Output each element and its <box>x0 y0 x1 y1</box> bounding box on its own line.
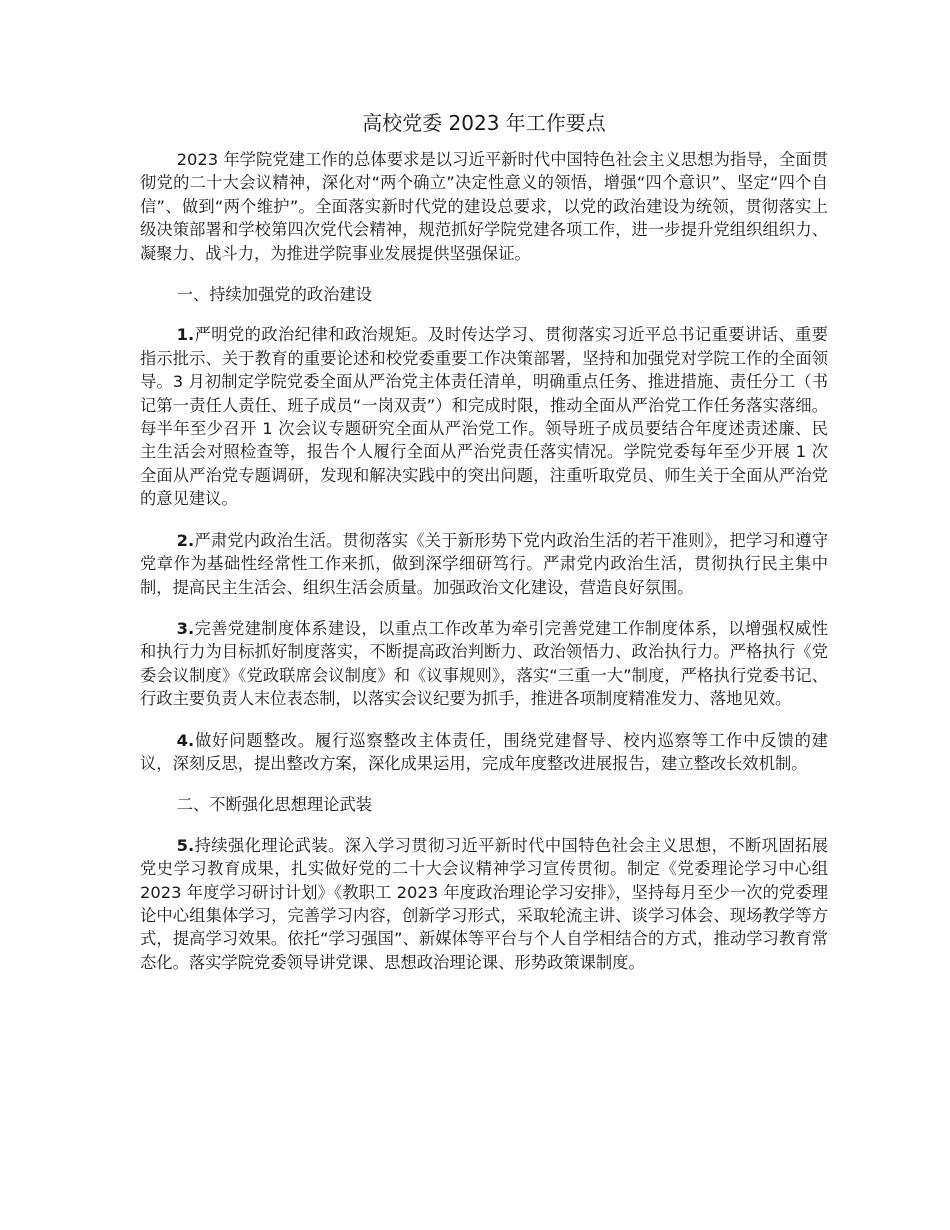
item-text: 严明党的政治纪律和政治规矩。及时传达学习、贯彻落实习近平总书记重要讲话、重要指示批示、关于教育的重要论述和校党委重要工作决策部署，坚持和加强党对学院工作的全面领导。3 月初制定学院党委全面从严治党主体责任清单，明确重点任务、推进措施、责任分工（书记第一责任人责任、班子成员“一岗双责”）和完成时限，推动全面从严治党工作任务落实落细。每半年至少召开 1 次会议专题研究全面从严治党工作。领导班子成员要结合年度述责述廉、民主生活会对照检查等，报告个人履行全面从严治党责任落实情况。学院党委每年至少开展 1 次全面从严治党专题调研，发现和解决实践中的突出问题，注重听取党员、师生关于全面从严治党的意见建议。 <box>140 325 828 509</box>
item-number: 3. <box>176 618 195 638</box>
item-number: 4. <box>176 730 195 750</box>
item-text: 完善党建制度体系建设，以重点工作改革为牵引完善党建工作制度体系，以增强权威性和执行力为目标抓好制度落实，不断提高政治判断力、政治领悟力、政治执行力。严格执行《党委会议制度》《党政联席会议制度》和《议事规则》，落实“三重一大”制度，严格执行党委书记、行政主要负责人末位表态制，以落实会议纪要为抓手，推进各项制度精准发力、落地见效。 <box>140 618 828 709</box>
item-text: 做好问题整改。履行巡察整改主体责任，围绕党建督导、校内巡察等工作中反馈的建议，深刻反思，提出整改方案，深化成果运用，完成年度整改进展报告，建立整改长效机制。 <box>140 730 828 773</box>
section-heading-1: 一、持续加强党的政治建设 <box>176 285 373 305</box>
item-text: 严肃党内政治生活。贯彻落实《关于新形势下党内政治生活的若干准则》，把学习和遵守党章作为基础性经常性工作来抓，做到深学细研笃行。严肃党内政治生活，贯彻执行民主集中制，提高民主生活会、组织生活会质量。加强政治文化建设，营造良好氛围。 <box>140 530 828 597</box>
item-number: 1. <box>176 325 195 345</box>
item-number: 2. <box>176 530 195 550</box>
item-text: 持续强化理论武装。深入学习贯彻习近平新时代中国特色社会主义思想，不断巩固拓展党史学习教育成果，扎实做好党的二十大会议精神学习宣传贯彻。制定《党委理论学习中心组 2023 年度学习研讨计划》《教职工 2023 年度政治理论学习安排》，坚持每月至少一次的党委理论中心组集体学习，完善学习内容，创新学习形式，采取轮流主讲、谈学习体会、现场教学等方式，提高学习效果。依托“学习强国”、新媒体等平台与个人自学相结合的方式，推动学习教育常态化。落实学院党委领导讲党课、思想政治理论课、形势政策课制度。 <box>140 835 828 972</box>
item-paragraph-2 <box>140 529 828 599</box>
intro-paragraph: 2023 年学院党建工作的总体要求是以习近平新时代中国特色社会主义思想为指导，全面贯彻党的二十大会议精神，深化对“两个确立”决定性意义的领悟，增强“四个意识”、坚定“四个自信”、做到“两个维护”。全面落实新时代党的建设总要求，以党的政治建设为统领，贯彻落实上级决策部署和学校第四次党代会精神，规范抓好学院党建各项工作，进一步提升党组织组织力、凝聚力、战斗力，为推进学院事业发展提供坚强保证。 <box>140 150 828 263</box>
item-paragraph-5 <box>140 834 828 974</box>
item-paragraph-4 <box>140 729 828 776</box>
item-number: 5. <box>176 835 195 855</box>
document-page <box>140 108 828 992</box>
section-heading-2: 二、不断强化思想理论武装 <box>176 795 373 815</box>
item-paragraph-1 <box>140 323 828 510</box>
item-paragraph-3 <box>140 617 828 711</box>
document-title: 高校党委 2023 年工作要点 <box>362 111 606 135</box>
